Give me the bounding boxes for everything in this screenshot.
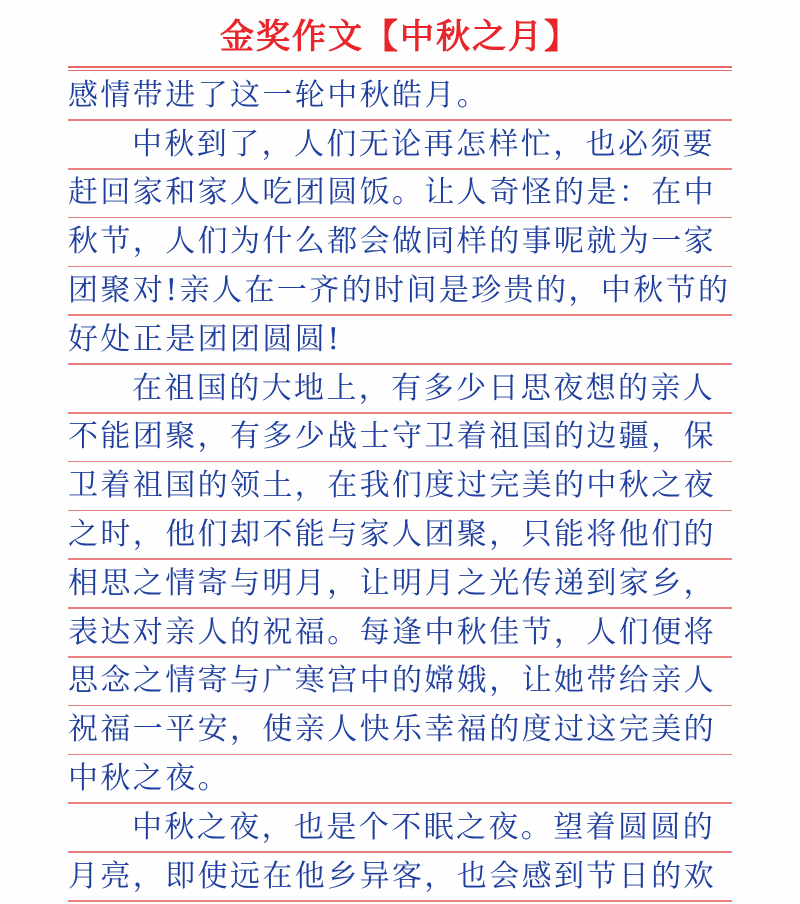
line-text: 表达对亲人的祝福。每逢中秋佳节，人们便将	[68, 614, 716, 650]
line-text: 在祖国的大地上，有多少日思夜想的亲人	[132, 370, 716, 406]
line-text: 秋节，人们为什么都会做同样的事呢就为一家	[68, 224, 716, 260]
ruled-line	[0, 72, 800, 121]
line-text: 中秋之夜。	[68, 760, 230, 796]
ruled-line	[0, 218, 800, 267]
ruled-line	[0, 121, 800, 170]
ruled-line	[0, 658, 800, 707]
title-rule	[68, 66, 732, 68]
line-text: 好处正是团团圆圆!	[68, 321, 342, 357]
essay-title: 金奖作文【中秋之月】	[220, 17, 580, 57]
ruled-line	[0, 462, 800, 511]
line-text: 相思之情寄与明月，让明月之光传递到家乡，	[68, 565, 716, 601]
line-text: 团聚对!亲人在一齐的时间是珍贵的，中秋节的	[68, 272, 731, 308]
ruled-line	[0, 609, 800, 658]
ruled-lines	[0, 72, 800, 902]
ruled-line	[0, 267, 800, 316]
line-text: 月亮，即使远在他乡异客，也会感到节日的欢	[68, 858, 716, 894]
line-text: 思念之情寄与广寒宫中的嫦娥，让她带给亲人	[68, 663, 716, 699]
ruled-line	[0, 853, 800, 902]
line-text: 中秋之夜，也是个不眠之夜。望着圆圆的	[132, 809, 716, 845]
ruled-line	[0, 755, 800, 804]
ruled-line	[0, 365, 800, 414]
ruled-line	[0, 511, 800, 560]
title-rule-second	[68, 70, 732, 71]
ruled-line	[0, 804, 800, 853]
line-text: 中秋到了，人们无论再怎样忙，也必须要	[132, 126, 716, 162]
line-text: 祝福一平安，使亲人快乐幸福的度过这完美的	[68, 712, 716, 748]
ruled-line	[0, 414, 800, 463]
ruled-line	[0, 170, 800, 219]
ruled-line	[0, 706, 800, 755]
line-text: 感情带进了这一轮中秋皓月。	[68, 77, 490, 113]
ruled-line	[0, 560, 800, 609]
line-text: 赶回家和家人吃团圆饭。让人奇怪的是：在中	[68, 175, 716, 211]
ruled-line	[0, 316, 800, 365]
line-text: 卫着祖国的领土，在我们度过完美的中秋之夜	[68, 468, 716, 504]
line-text: 不能团聚，有多少战士守卫着祖国的边疆，保	[68, 419, 716, 455]
line-text: 之时，他们却不能与家人团聚，只能将他们的	[68, 516, 716, 552]
